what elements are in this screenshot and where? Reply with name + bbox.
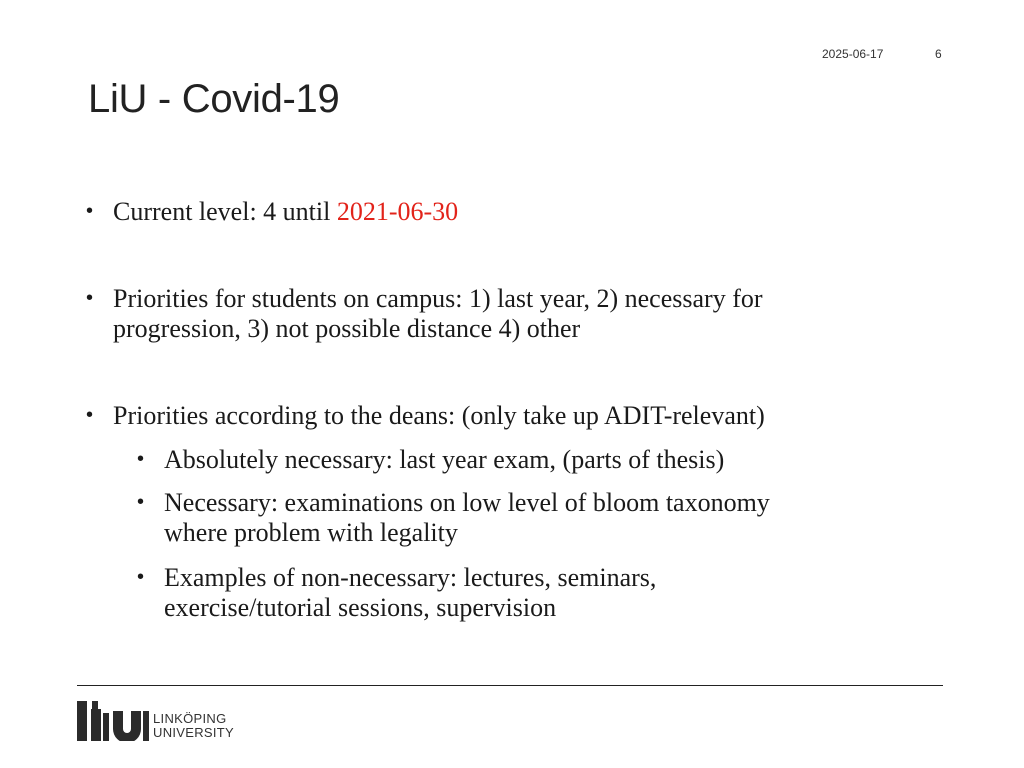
slide-date: 2025-06-17 bbox=[822, 47, 884, 61]
sub-bullet-marker: • bbox=[137, 566, 145, 588]
bullet-marker: • bbox=[86, 287, 94, 309]
sub-bullet-necessary-line1: Necessary: examinations on low level of bloom taxonomy bbox=[164, 488, 770, 517]
bullet-marker: • bbox=[86, 404, 94, 426]
bullet-marker: • bbox=[86, 200, 94, 222]
footer-divider bbox=[77, 685, 943, 686]
sub-bullet-non-necessary-line2: exercise/tutorial sessions, supervision bbox=[164, 593, 557, 622]
university-name-line2: UNIVERSITY bbox=[153, 725, 235, 740]
bullet-current-level bbox=[113, 196, 458, 227]
slide-number: 6 bbox=[935, 47, 942, 61]
bullet-dean-priorities: Priorities according to the deans: (only take up ADIT-relevant) bbox=[113, 401, 765, 430]
bullet-text: Current level: 4 until bbox=[113, 197, 337, 226]
university-name bbox=[153, 712, 234, 740]
bullet-campus-priorities-line1: Priorities for students on campus: 1) last year, 2) necessary for bbox=[113, 284, 763, 313]
sub-bullet-absolutely-necessary: Absolutely necessary: last year exam, (parts of thesis) bbox=[164, 445, 725, 474]
slide-title: LiU - Covid-19 bbox=[88, 77, 340, 121]
sub-bullet-marker: • bbox=[137, 448, 145, 470]
sub-bullet-necessary-line2: where problem with legality bbox=[164, 518, 458, 547]
university-name-line1: LINKÖPING bbox=[153, 711, 227, 726]
liu-logo-icon bbox=[77, 701, 149, 741]
bullet-campus-priorities-line2: progression, 3) not possible distance 4) other bbox=[113, 314, 581, 343]
sub-bullet-marker: • bbox=[137, 491, 145, 513]
sub-bullet-non-necessary-line1: Examples of non-necessary: lectures, seminars, bbox=[164, 563, 657, 592]
highlight-date: 2021-06-30 bbox=[336, 197, 459, 226]
